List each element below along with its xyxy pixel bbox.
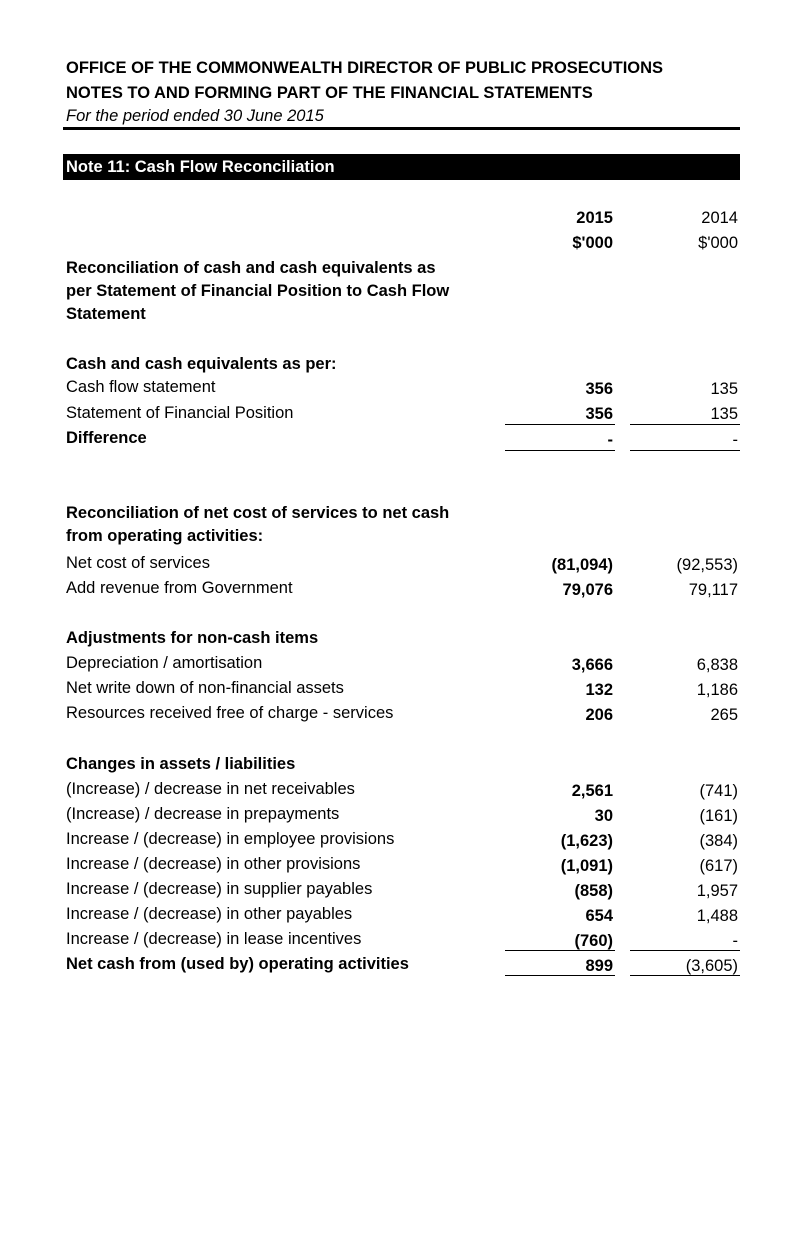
row-label: Depreciation / amortisation (66, 654, 263, 672)
section-heading: Reconciliation of net cost of services to net cash (66, 504, 450, 522)
row-label: Net write down of non-financial assets (66, 679, 344, 697)
row-label: Increase / (decrease) in other payables (66, 905, 353, 923)
row-label: Resources received free of charge - services (66, 704, 394, 722)
value-2015: 356 (585, 405, 613, 423)
value-2014: (92,553) (676, 556, 738, 574)
value-2014: 265 (710, 706, 738, 724)
column-2015-unit: $'000 (572, 234, 613, 252)
value-2014: 1,957 (696, 882, 738, 900)
value-2014: - (732, 431, 738, 449)
subsection-heading: Cash and cash equivalents as per: (66, 355, 337, 373)
value-2014: 1,186 (696, 681, 738, 699)
row-label: Increase / (decrease) in supplier payables (66, 880, 373, 898)
org-title: OFFICE OF THE COMMONWEALTH DIRECTOR OF PUBLIC PROSECUTIONS (66, 59, 664, 77)
subtotal-rule (630, 424, 740, 425)
value-2015: - (607, 431, 613, 449)
column-2014-year: 2014 (701, 209, 738, 227)
header-rule (63, 127, 740, 130)
total-value-2015: 899 (585, 957, 613, 975)
row-label: Increase / (decrease) in other provisions (66, 855, 361, 873)
value-2014: 79,117 (688, 581, 738, 599)
section-heading: per Statement of Financial Position to Cash Flow (66, 282, 450, 300)
row-label: Statement of Financial Position (66, 404, 294, 422)
section-heading: Adjustments for non-cash items (66, 629, 319, 647)
total-rule (505, 450, 615, 451)
value-2015: (760) (574, 932, 613, 950)
section-heading: Statement (66, 305, 146, 323)
total-label: Net cash from (used by) operating activities (66, 955, 409, 973)
subtotal-rule (630, 950, 740, 951)
value-2014: (384) (699, 832, 738, 850)
row-label: (Increase) / decrease in prepayments (66, 805, 340, 823)
note-title-bar: Note 11: Cash Flow Reconciliation (63, 154, 740, 180)
value-2015: 132 (585, 681, 613, 699)
total-rule (505, 975, 615, 976)
value-2015: 206 (585, 706, 613, 724)
section-heading: Changes in assets / liabilities (66, 755, 296, 773)
value-2014: 1,488 (696, 907, 738, 925)
section-heading: from operating activities: (66, 527, 264, 545)
value-2014: - (732, 932, 738, 950)
document-subtitle: NOTES TO AND FORMING PART OF THE FINANCIAL STATEMENTS (66, 84, 593, 102)
row-label: Cash flow statement (66, 378, 216, 396)
value-2014: (741) (699, 782, 738, 800)
value-2014: 135 (710, 380, 738, 398)
row-label: Net cost of services (66, 554, 210, 572)
value-2015: 79,076 (562, 581, 613, 599)
period-line: For the period ended 30 June 2015 (66, 107, 324, 125)
value-2014: 6,838 (696, 656, 738, 674)
value-2015: (1,623) (560, 832, 613, 850)
total-rule (630, 975, 740, 976)
row-label: Add revenue from Government (66, 579, 293, 597)
row-label: Increase / (decrease) in employee provisions (66, 830, 395, 848)
value-2015: (81,094) (551, 556, 613, 574)
value-2014: (617) (699, 857, 738, 875)
total-value-2014: (3,605) (685, 957, 738, 975)
row-label: (Increase) / decrease in net receivables (66, 780, 355, 798)
value-2015: (858) (574, 882, 613, 900)
value-2014: 135 (710, 405, 738, 423)
subtotal-rule (505, 424, 615, 425)
value-2015: 356 (585, 380, 613, 398)
subtotal-rule (505, 950, 615, 951)
value-2015: 30 (594, 807, 613, 825)
row-label: Difference (66, 429, 147, 447)
value-2015: 2,561 (571, 782, 613, 800)
row-label: Increase / (decrease) in lease incentives (66, 930, 362, 948)
value-2014: (161) (699, 807, 738, 825)
section-heading: Reconciliation of cash and cash equivalents as (66, 259, 436, 277)
value-2015: 654 (585, 907, 613, 925)
value-2015: (1,091) (560, 857, 613, 875)
value-2015: 3,666 (571, 656, 613, 674)
column-2014-unit: $'000 (698, 234, 738, 252)
total-rule (630, 450, 740, 451)
column-2015-year: 2015 (576, 209, 613, 227)
